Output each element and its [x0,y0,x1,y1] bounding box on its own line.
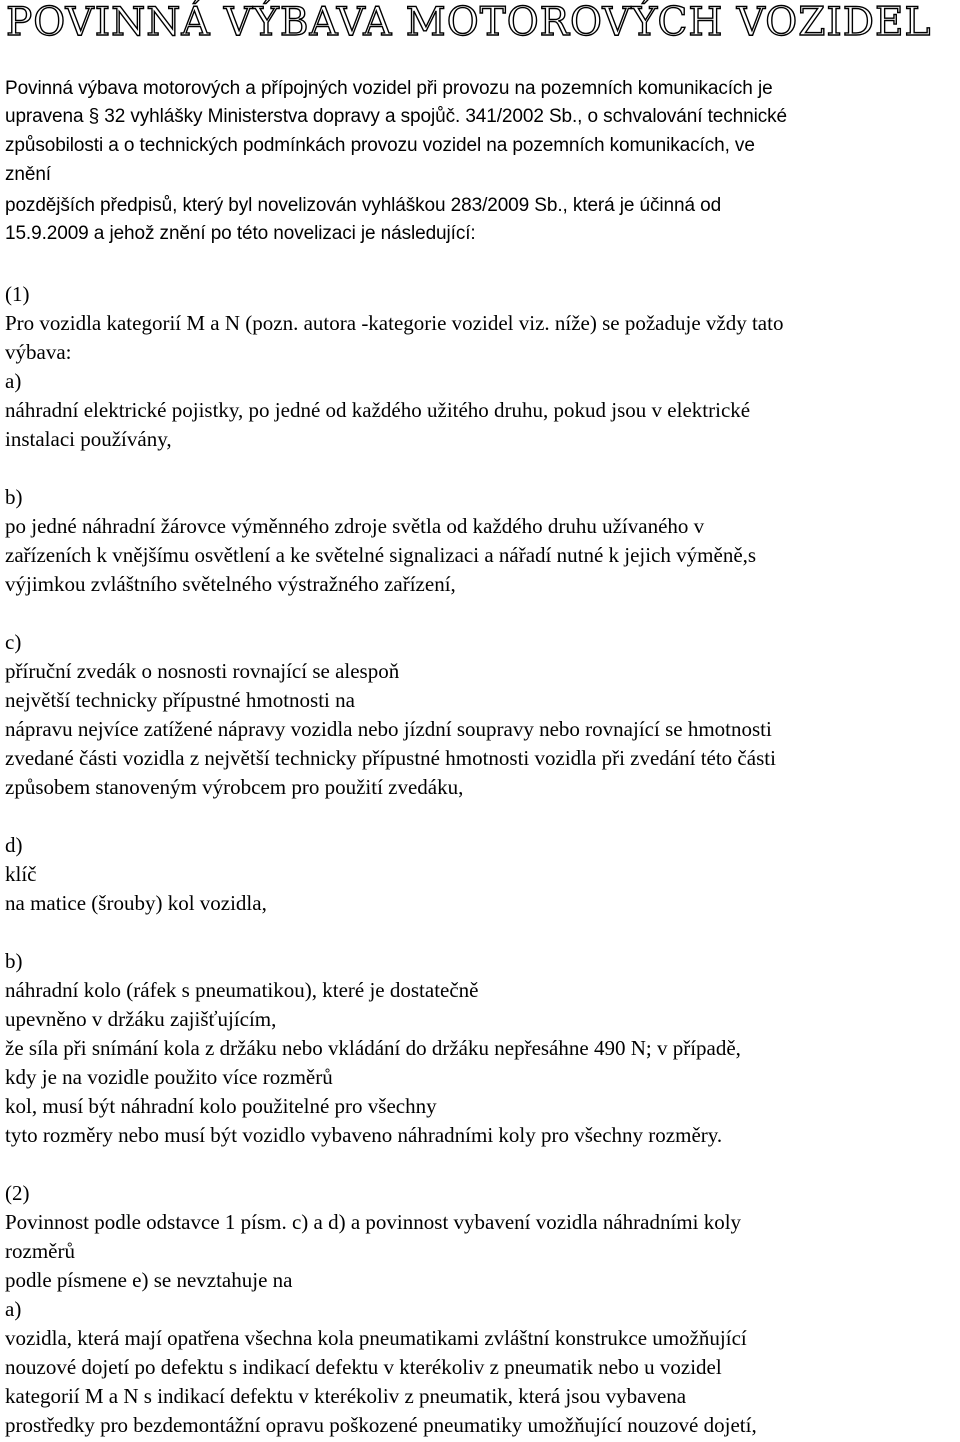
body-line: klíč [5,862,37,886]
body-line: náhradní elektrické pojistky, po jedné od každého užitého druhu, pokud jsou v elektrické [5,398,751,422]
body-line: kategorií M a N s indikací defektu v kterékoliv z pneumatik, která jsou vybavena [5,1384,687,1408]
section-number: (1) [5,282,30,306]
body-line: Povinnost podle odstavce 1 písm. c) a d) a povinnost vybavení vozidla náhradními koly [5,1210,742,1234]
body-line: příruční zvedák o nosnosti rovnající se alespoň [5,659,400,683]
body-line: po jedné náhradní žárovce výměnného zdroje světla od každého druhu užívaného v [5,514,705,538]
body-line: vozidla, která mají opatřena všechna kola pneumatikami zvláštní konstrukce umožňující [5,1326,747,1350]
intro-line: 15.9.2009 a jehož znění po této novelizaci je následující: [5,223,476,244]
item-marker: b) [5,949,23,973]
body-line: zvedané části vozidla z největší technicky přípustné hmotnosti vozidla při zvedání této části [5,746,776,770]
body-line: rozměrů [5,1239,75,1263]
body-line: podle písmene e) se nevztahuje na [5,1268,293,1292]
body-line: Pro vozidla kategorií M a N (pozn. autora -kategorie vozidel viz. níže) se požaduje vždy tato [5,311,784,335]
body-line: že síla při snímání kola z držáku nebo vkládání do držáku nepřesáhne 490 N; v případě, [5,1036,741,1060]
intro-line: upravena § 32 vyhlášky Ministerstva dopravy a spojůč. 341/2002 Sb., o schvalování technické [5,106,787,127]
body-line: tyto rozměry nebo musí být vozidlo vybaveno náhradními koly pro všechny rozměry. [5,1123,723,1147]
body-line: náhradní kolo (ráfek s pneumatikou), které je dostatečně [5,978,479,1002]
body-line: nápravu nejvíce zatížené nápravy vozidla nebo jízdní soupravy nebo rovnající se hmotnosti [5,717,772,741]
body-line: výjimkou zvláštního světelného výstražného zařízení, [5,572,456,596]
item-marker: a) [5,369,22,393]
intro-line: způsobilosti a o technických podmínkách provozu vozidel na pozemních komunikacích, ve [5,135,755,156]
body-line: největší technicky přípustné hmotnosti na [5,688,355,712]
body-line: kol, musí být náhradní kolo použitelné pro všechny [5,1094,437,1118]
intro-line: pozdějších předpisů, který byl novelizován vyhláškou 283/2009 Sb., která je účinná od [5,195,722,216]
intro-line: znění [5,164,51,185]
body-line: instalaci používány, [5,427,172,451]
document-title: POVINNÁ VÝBAVA MOTOROVÝCH VOZIDEL [6,0,932,45]
body-line: kdy je na vozidle použito více rozměrů [5,1065,333,1089]
body-line: zařízeních k vnějšímu osvětlení a ke světelné signalizaci a nářadí nutné k jejich výměně,s [5,543,757,567]
body-line: na matice (šrouby) kol vozidla, [5,891,267,915]
item-marker: a) [5,1297,22,1321]
body-line: prostředky pro bezdemontážní opravu poškozené pneumatiky umožňující nouzové dojetí, [5,1413,757,1437]
body-line: způsobem stanoveným výrobcem pro použití zvedáku, [5,775,464,799]
item-marker: c) [5,630,22,654]
body-line: výbava: [5,340,72,364]
section-number: (2) [5,1181,30,1205]
item-marker: d) [5,833,23,857]
item-marker: b) [5,485,23,509]
body-line: upevněno v držáku zajišťujícím, [5,1007,277,1031]
body-line: nouzové dojetí po defektu s indikací defektu v kterékoliv z pneumatik nebo u vozidel [5,1355,722,1379]
intro-line: Povinná výbava motorových a přípojných vozidel při provozu na pozemních komunikacích je [5,78,773,99]
